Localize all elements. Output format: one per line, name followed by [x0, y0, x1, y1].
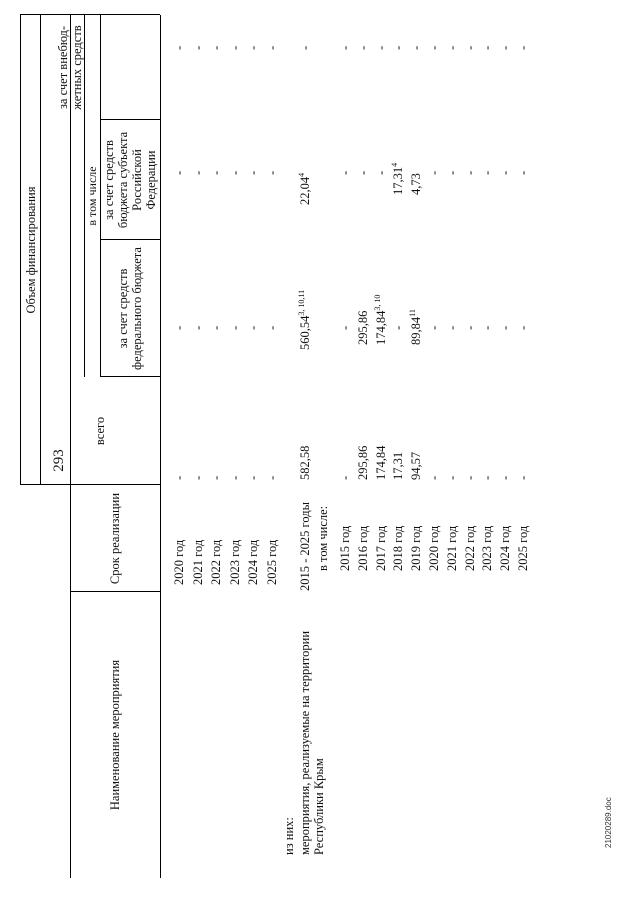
total-cell-text: - [444, 475, 459, 480]
year-cell [409, 526, 423, 571]
federal-cell-text: 174,84 [373, 310, 388, 345]
regional-cell [228, 171, 242, 175]
year-cell-text: 2023 год [227, 539, 242, 585]
federal-cell [463, 326, 477, 330]
summary-year-text: 2015 - 2025 годы [298, 501, 312, 591]
total-cell-text: - [498, 475, 513, 480]
regional-cell [374, 171, 388, 175]
federal-cell-text: - [462, 325, 477, 330]
total-cell-text: - [227, 475, 242, 480]
regional-cell-text: - [209, 170, 224, 175]
year-cell [246, 540, 260, 585]
header-bottom-border [160, 15, 161, 878]
extra-cell-text: - [516, 45, 530, 50]
year-cell-text: 2025 год [516, 525, 530, 571]
header-including: в том числе [85, 166, 99, 226]
total-cell [172, 476, 186, 480]
summary-total-text: 582,58 [298, 445, 312, 480]
regional-cell [391, 163, 405, 195]
total-cell-text: 295,86 [355, 445, 370, 480]
extra-cell [391, 46, 405, 50]
total-cell-text: - [338, 475, 352, 480]
extra-cell [356, 46, 370, 50]
year-cell-text: 2024 год [246, 539, 261, 585]
federal-cell [172, 326, 186, 330]
regional-cell-text: - [427, 170, 441, 175]
extra-cell-text: - [409, 45, 424, 50]
extra-cell-text: - [265, 45, 279, 50]
header-name: Наименование мероприятия [108, 659, 122, 811]
total-cell-text: - [190, 475, 205, 480]
year-cell [445, 526, 459, 571]
extra-cell-text: - [190, 45, 205, 50]
federal-cell-text: - [227, 325, 242, 330]
year-cell-text: 2021 год [190, 539, 205, 585]
year-cell [265, 540, 279, 585]
regional-cell [356, 171, 370, 175]
federal-cell-text: - [209, 325, 224, 330]
total-cell-text: 174,84 [373, 445, 388, 480]
federal-cell-text: - [444, 325, 459, 330]
regional-cell-text: - [498, 170, 513, 175]
total-cell [356, 446, 370, 480]
extra-cell [338, 46, 352, 50]
extra-cell-text: - [227, 45, 242, 50]
federal-cell [409, 309, 423, 345]
extra-cell [516, 46, 530, 50]
total-cell [191, 476, 205, 480]
year-cell-text: 2019 год [409, 525, 424, 571]
extra-cell [498, 46, 512, 50]
year-cell-text: 2023 год [480, 525, 495, 571]
extra-cell [209, 46, 223, 50]
extra-cell [172, 46, 186, 50]
regional-cell-text: - [444, 170, 459, 175]
federal-cell [209, 326, 223, 330]
total-cell-text: - [427, 475, 441, 480]
total-cell [498, 476, 512, 480]
total-cell-text: - [172, 475, 186, 480]
summary-federal-text: 560,54 [298, 315, 312, 350]
total-cell [409, 452, 423, 480]
extra-cell-text: - [172, 45, 186, 50]
regional-cell-footnote: 4 [390, 162, 400, 167]
year-cell [463, 526, 477, 571]
activity-name [298, 595, 326, 855]
in-that-number-text: в том числе: [316, 505, 330, 571]
header-extrabudget: за счет внебюд-жетных средств [56, 25, 84, 110]
regional-cell-text: - [480, 170, 495, 175]
total-cell [427, 476, 441, 480]
total-cell-text: - [246, 475, 261, 480]
summary-extra-text: - [298, 45, 312, 50]
regional-cell [338, 171, 352, 175]
year-cell [516, 526, 530, 571]
extra-cell-text: - [427, 45, 441, 50]
extra-cell-text: - [444, 45, 459, 50]
regional-cell [427, 171, 441, 175]
total-cell-text: - [209, 475, 224, 480]
regional-cell [445, 171, 459, 175]
extra-cell [228, 46, 242, 50]
year-cell [498, 526, 512, 571]
federal-cell-text: - [172, 325, 186, 330]
year-cell-text: 2022 год [209, 539, 224, 585]
extra-cell-text: - [338, 45, 352, 50]
year-cell-text: 2025 год [265, 539, 279, 585]
summary-extra [298, 46, 312, 50]
extra-cell [463, 46, 477, 50]
year-cell [356, 526, 370, 571]
page-number: 293 [50, 449, 67, 472]
federal-cell-text: - [516, 325, 530, 330]
federal-cell-footnote: 3, 10 [372, 294, 382, 311]
regional-cell [246, 171, 260, 175]
regional-cell-text: - [227, 170, 242, 175]
regional-cell [498, 171, 512, 175]
extra-cell-text: - [209, 45, 224, 50]
extra-cell [191, 46, 205, 50]
federal-cell [356, 311, 370, 345]
year-cell [209, 540, 223, 585]
federal-cell [391, 326, 405, 330]
regional-cell [516, 171, 530, 175]
total-cell [338, 476, 352, 480]
federal-cell [338, 326, 352, 330]
year-cell-text: 2016 год [355, 525, 370, 571]
extra-cell [409, 46, 423, 50]
federal-cell-text: 89,84 [409, 316, 424, 345]
federal-cell-text: - [480, 325, 495, 330]
extra-cell-text: - [355, 45, 370, 50]
total-cell [228, 476, 242, 480]
financing-top [20, 15, 21, 485]
total-cell-text: 94,57 [409, 451, 424, 480]
total-cell [374, 446, 388, 480]
header-financing: Объем финансирования [24, 186, 38, 314]
year-cell-text: 2021 год [444, 525, 459, 571]
extra-cell-text: - [391, 45, 406, 50]
regional-cell-text: - [190, 170, 205, 175]
total-cell-text: - [516, 475, 530, 480]
year-cell [172, 540, 186, 585]
federal-cell-text: - [265, 325, 279, 330]
regional-cell-text: - [373, 170, 388, 175]
regional-cell [209, 171, 223, 175]
summary-federal-footnote: 3, 10,11 [297, 289, 306, 316]
regional-cell-text: - [462, 170, 477, 175]
extra-cell [374, 46, 388, 50]
year-cell-text: 2020 год [172, 539, 186, 585]
regional-cell-text: - [355, 170, 370, 175]
total-cell-text: 17,31 [391, 451, 406, 480]
federal-cell [480, 326, 494, 330]
federal-cell-text: - [246, 325, 261, 330]
year-cell [480, 526, 494, 571]
total-cell [265, 476, 279, 480]
extra-cell [445, 46, 459, 50]
regional-cell [191, 171, 205, 175]
year-cell-text: 2017 год [373, 525, 388, 571]
header-total: всего [93, 416, 107, 446]
regional-cell-text: 17,31 [391, 166, 406, 195]
header-period: Срок реализации [108, 492, 122, 585]
extra-cell-text: - [498, 45, 513, 50]
federal-cell-text: - [391, 325, 406, 330]
extra-cell [427, 46, 441, 50]
total-cell-text: - [265, 475, 279, 480]
federal-cell [498, 326, 512, 330]
year-cell [228, 540, 242, 585]
extra-cell [246, 46, 260, 50]
federal-cell [265, 326, 279, 330]
summary-year [298, 502, 312, 591]
federal-cell-footnote: 11 [408, 309, 418, 317]
year-cell-text: 2022 год [462, 525, 477, 571]
extra-cell-text: - [480, 45, 495, 50]
federal-cell-text: - [190, 325, 205, 330]
total-cell-text: - [462, 475, 477, 480]
in-that-number [316, 506, 330, 571]
extra-cell [480, 46, 494, 50]
summary-regional-text: 22,04 [298, 176, 312, 205]
regional-cell-text: - [338, 170, 352, 175]
year-cell [374, 526, 388, 571]
summary-regional-footnote: 4 [297, 172, 306, 177]
regional-cell-text: - [172, 170, 186, 175]
regional-cell-text: 4,73 [409, 173, 424, 195]
activity-name-text: мероприятия, реализуемые на территории Республики Крым [298, 630, 326, 855]
extra-cell [265, 46, 279, 50]
regional-cell-text: - [516, 170, 530, 175]
header-regional: за счет средств бюджета субъекта Российской Федерации [102, 131, 158, 229]
federal-cell-text: - [498, 325, 513, 330]
extra-cell-text: - [246, 45, 261, 50]
footer-filename: 21020289.doc [604, 797, 613, 848]
federal-cell [427, 326, 441, 330]
total-cell-text: - [480, 475, 495, 480]
year-cell-text: 2024 год [498, 525, 513, 571]
header-federal: за счет средств федерального бюджета [116, 247, 144, 370]
summary-federal [298, 290, 312, 350]
total-cell [445, 476, 459, 480]
total-cell [463, 476, 477, 480]
year-cell-text: 2018 год [391, 525, 406, 571]
extra-cell-text: - [373, 45, 388, 50]
year-cell-text: 2020 год [427, 525, 441, 571]
year-cell [338, 526, 352, 571]
year-cell [427, 526, 441, 571]
federal-cell-text: - [338, 325, 352, 330]
year-cell [391, 526, 405, 571]
regional-cell [480, 171, 494, 175]
total-cell [516, 476, 530, 480]
regional-cell [463, 171, 477, 175]
federal-cell-text: 295,86 [355, 310, 370, 345]
federal-cell [246, 326, 260, 330]
total-cell [480, 476, 494, 480]
federal-cell [228, 326, 242, 330]
federal-cell [374, 295, 388, 345]
year-cell [191, 540, 205, 585]
total-cell [246, 476, 260, 480]
total-cell [391, 452, 405, 480]
regional-cell-text: - [246, 170, 261, 175]
section-label: из них: [282, 817, 296, 855]
federal-cell [445, 326, 459, 330]
extra-cell-text: - [462, 45, 477, 50]
regional-cell [265, 171, 279, 175]
year-cell-text: 2015 год [338, 525, 352, 571]
regional-cell-text: - [265, 170, 279, 175]
federal-cell-text: - [427, 325, 441, 330]
federal-cell [516, 326, 530, 330]
federal-cell [191, 326, 205, 330]
regional-cell [409, 173, 423, 195]
regional-cell [172, 171, 186, 175]
summary-regional [298, 173, 312, 205]
total-cell [209, 476, 223, 480]
summary-total [298, 446, 312, 480]
